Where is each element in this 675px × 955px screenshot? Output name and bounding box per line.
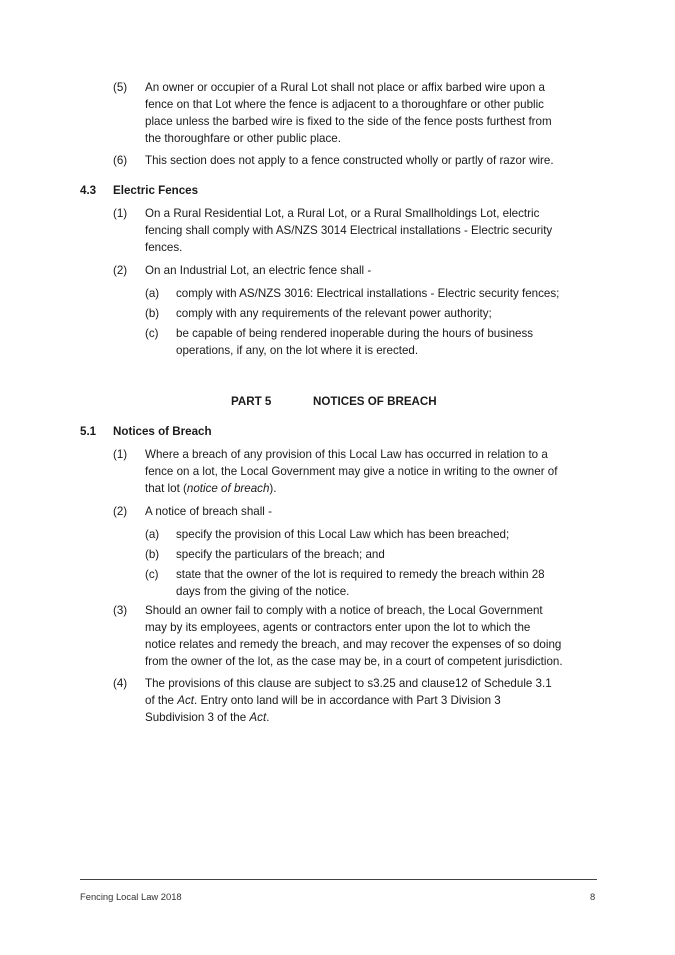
clause-text-line: fence on a lot, the Local Government may give a notice in writing to the owner of	[145, 465, 558, 478]
clause-text-line: A notice of breach shall -	[145, 505, 272, 518]
subclause-letter: (c)	[145, 568, 159, 581]
subclause-letter: (c)	[145, 327, 159, 340]
clause-text-line: fences.	[145, 241, 183, 254]
text-run: of the	[145, 694, 178, 707]
clause-number: (1)	[113, 207, 128, 220]
clause-text-line: An owner or occupier of a Rural Lot shall not place or affix barbed wire upon a	[145, 81, 546, 94]
clause-text-line: Where a breach of any provision of this Local Law has occurred in relation to a	[145, 448, 548, 461]
footer-page-number: 8	[590, 891, 596, 902]
clause-text-line: This section does not apply to a fence constructed wholly or partly of razor wire.	[145, 154, 554, 167]
section-number: 4.3	[80, 184, 97, 197]
subclause-text: operations, if any, on the lot where it is erected.	[176, 344, 419, 357]
subclause-text: comply with AS/NZS 3016: Electrical installations - Electric security fences;	[176, 287, 560, 300]
defined-term: Act	[249, 711, 267, 724]
clause-text-line: the thoroughfare or other public place.	[145, 132, 341, 145]
clause-text-line: On an Industrial Lot, an electric fence shall -	[145, 264, 372, 277]
clause-number: (5)	[113, 81, 128, 94]
clause-text-line: fence on that Lot where the fence is adjacent to a thoroughfare or other public	[145, 98, 544, 111]
subclause-text: state that the owner of the lot is required to remedy the breach within 28	[176, 568, 545, 581]
subclause-text: days from the giving of the notice.	[176, 585, 350, 598]
part-title: NOTICES OF BREACH	[313, 395, 437, 408]
subclause-letter: (a)	[145, 287, 160, 300]
clause-text-line: On a Rural Residential Lot, a Rural Lot, or a Rural Smallholdings Lot, electric	[145, 207, 540, 220]
clause-number: (2)	[113, 264, 128, 277]
part-label: PART 5	[231, 395, 272, 408]
clause-text-line: from the owner of the lot, as the case may be, in a court of competent jurisdiction.	[145, 655, 563, 668]
defined-term: Act	[177, 694, 194, 707]
subclause-letter: (b)	[145, 307, 160, 320]
section-heading: Notices of Breach	[113, 425, 212, 438]
footer-document-title: Fencing Local Law 2018	[80, 891, 182, 902]
text-run: Subdivision 3 of the	[145, 711, 250, 724]
clause-number: (1)	[113, 448, 128, 461]
clause-number: (2)	[113, 505, 128, 518]
clause-text-line: The provisions of this clause are subject to s3.25 and clause12 of Schedule 3.1	[145, 677, 552, 690]
clause-text-line	[145, 711, 269, 725]
section-number: 5.1	[80, 425, 97, 438]
text-run: . Entry onto land will be in accordance with Part 3 Division 3	[194, 694, 501, 707]
footer-divider	[80, 879, 597, 880]
section-heading: Electric Fences	[113, 184, 199, 197]
clause-text-line: fencing shall comply with AS/NZS 3014 Electrical installations - Electric security	[145, 224, 553, 237]
subclause-letter: (b)	[145, 548, 160, 561]
clause-number: (4)	[113, 677, 128, 690]
subclause-text: specify the particulars of the breach; and	[176, 548, 385, 561]
text-run: .	[266, 711, 270, 724]
clause-text-line: Should an owner fail to comply with a notice of breach, the Local Government	[145, 604, 543, 617]
subclause-text: specify the provision of this Local Law which has been breached;	[176, 528, 510, 541]
clause-number: (3)	[113, 604, 128, 617]
subclause-text: be capable of being rendered inoperable during the hours of business	[176, 327, 534, 340]
clause-text-line: notice relates and remedy the breach, and may recover the expenses of so doing	[145, 638, 562, 651]
subclause-text: comply with any requirements of the relevant power authority;	[176, 307, 492, 320]
defined-term: notice of breach	[186, 482, 270, 495]
subclause-letter: (a)	[145, 528, 160, 541]
clause-number: (6)	[113, 154, 128, 167]
clause-text-line: may by its employees, agents or contractors enter upon the lot to which the	[145, 621, 531, 634]
clause-text-line	[145, 482, 276, 496]
text-run: ).	[269, 482, 277, 495]
text-run: that lot (	[145, 482, 187, 495]
clause-text-line: place unless the barbed wire is fixed to the side of the fence posts furthest from	[145, 115, 552, 128]
clause-text-line	[145, 694, 501, 708]
